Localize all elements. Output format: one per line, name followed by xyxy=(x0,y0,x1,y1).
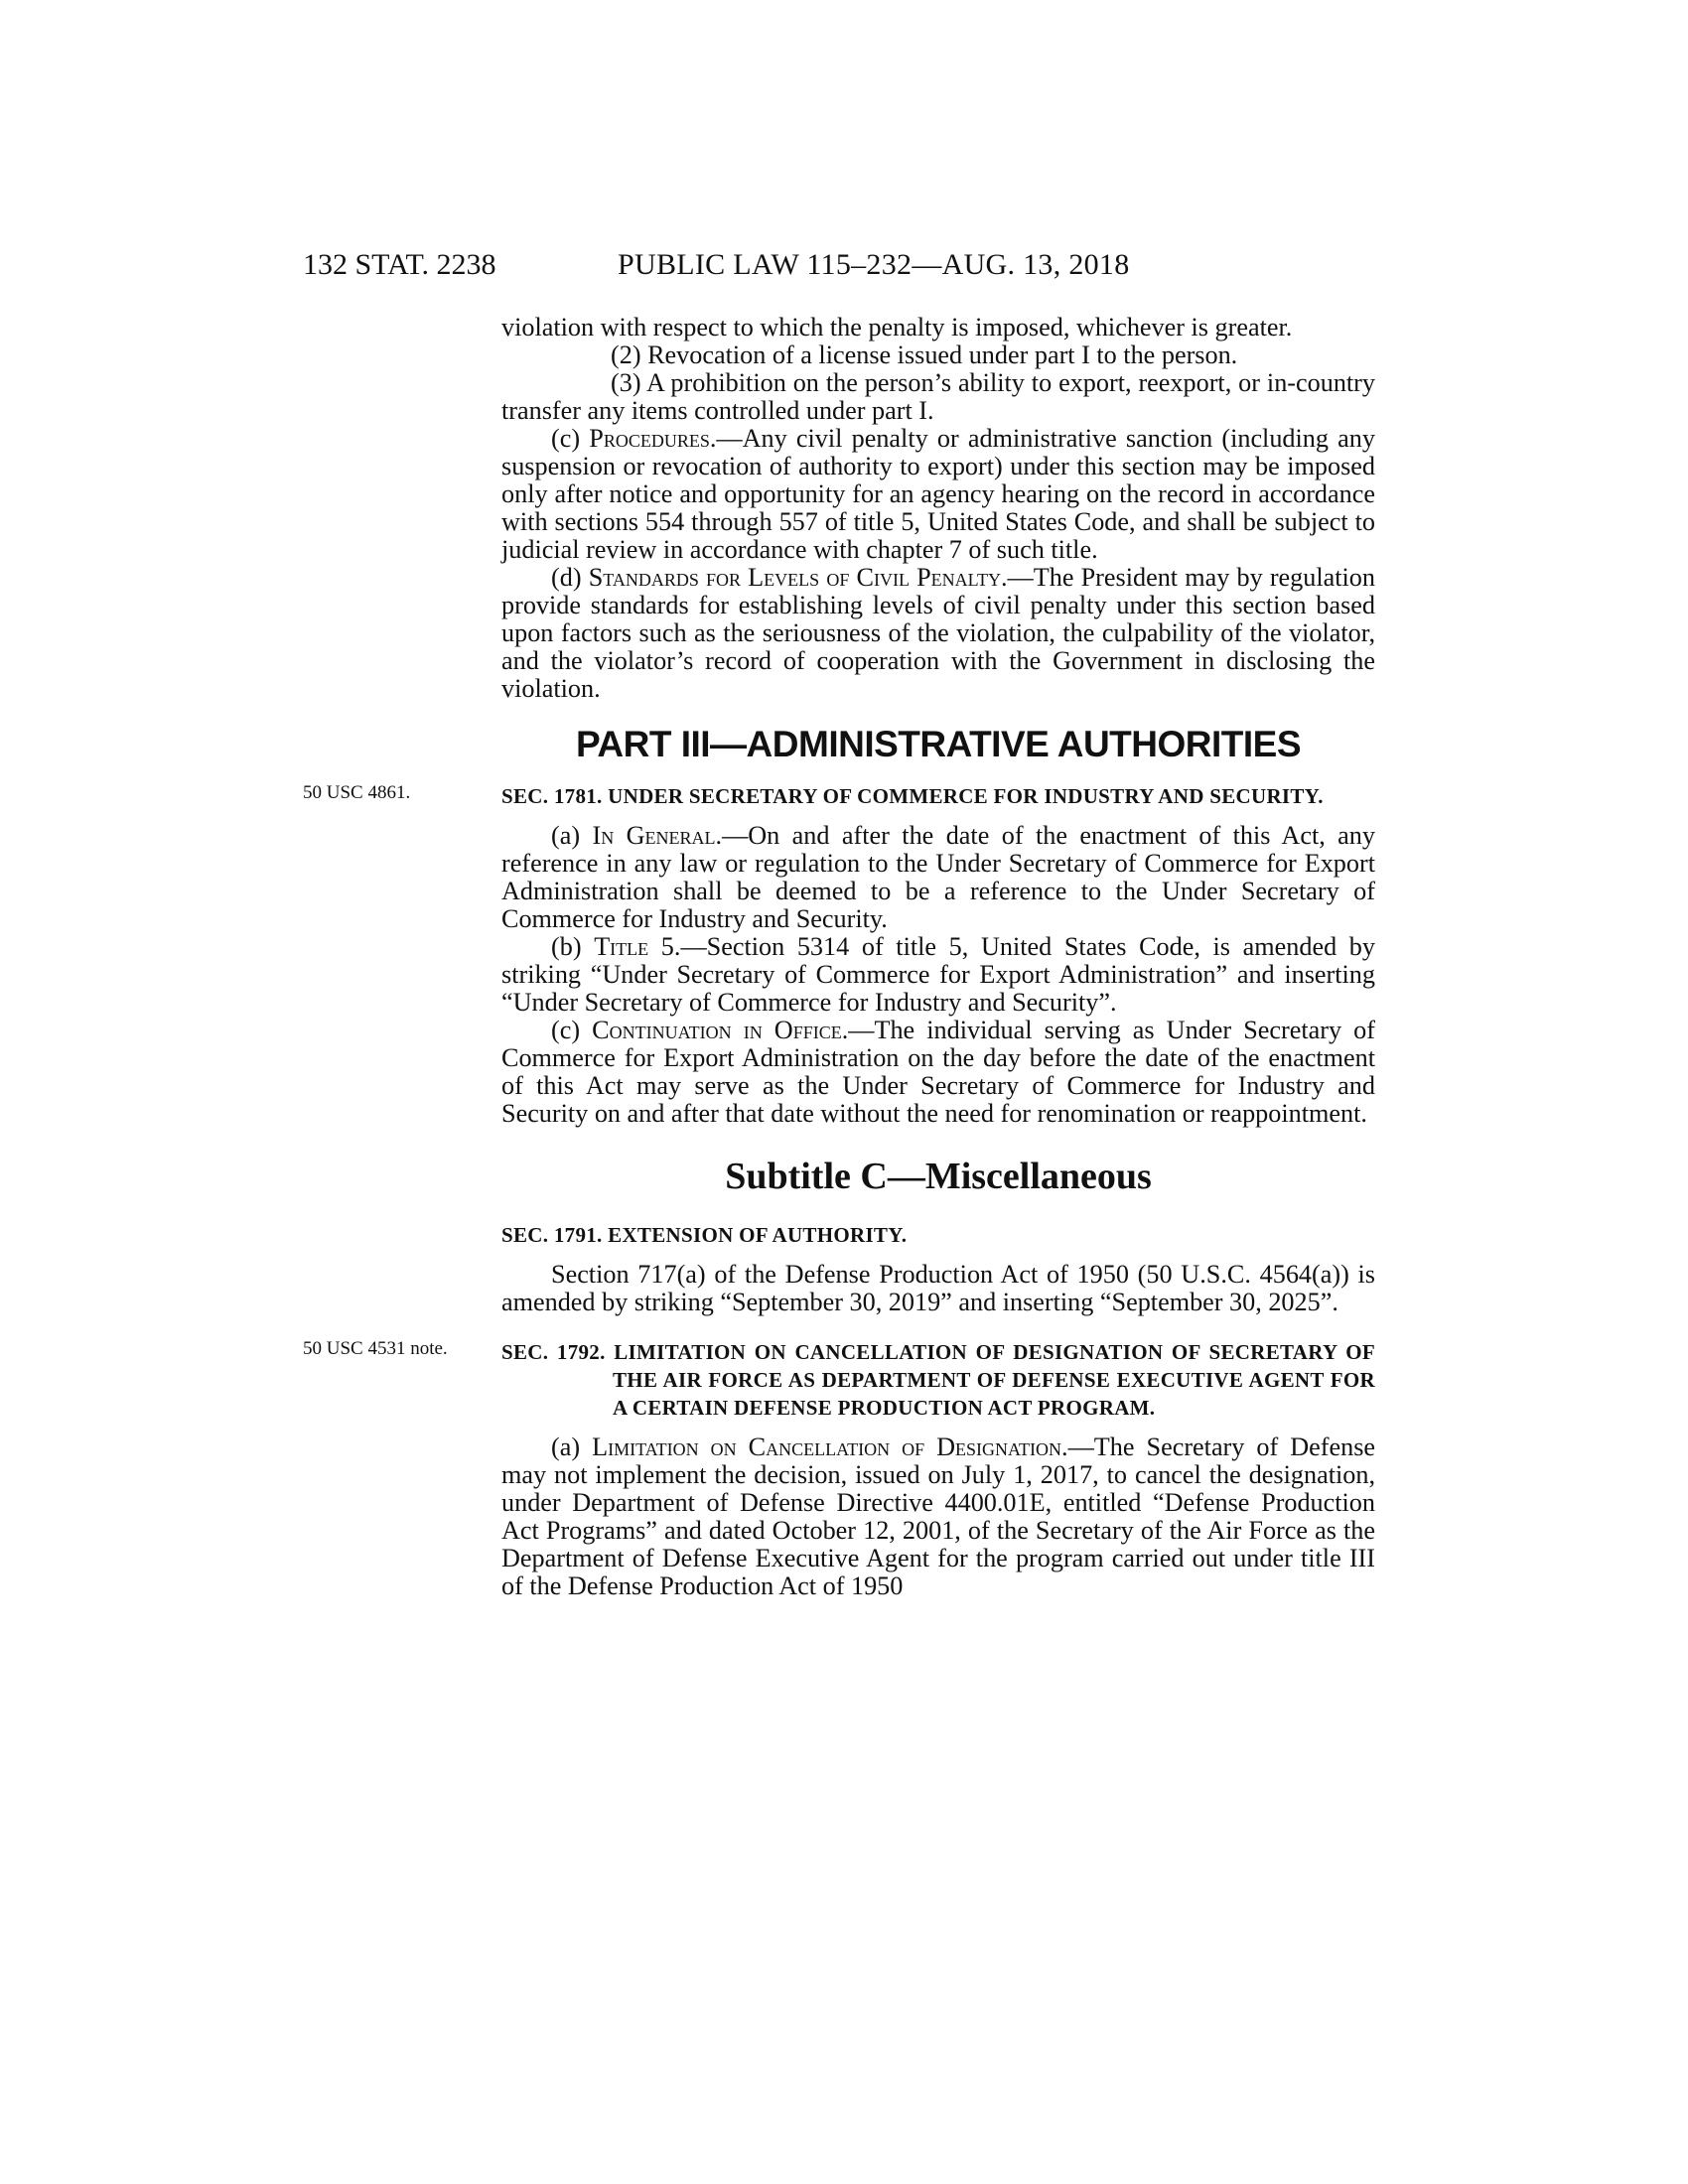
paragraph-label: (d) xyxy=(551,563,589,592)
paragraph-label: (b) xyxy=(551,932,595,961)
paragraph-item-2: (2) Revocation of a license issued under part I to the person. xyxy=(611,341,1238,369)
paragraph-heading: Limitation on Cancellation of Designation xyxy=(592,1433,1062,1461)
paragraph-continuation: violation with respect to which the penalty is imposed, whichever is greater. xyxy=(501,313,1293,341)
paragraph-text: .—Any civil penalty or administrative sanction (including any suspension or revocation of authority to export) under this section may be imposed only after notice and opportunity for an agency hearing on the record in accordance with sections 554 through 557 of title 5, United States Code, and shall be subject to judicial review in accordance with chapter 7 of such title. xyxy=(501,424,1375,564)
paragraph-label: (a) xyxy=(551,821,593,850)
spacer xyxy=(501,1316,1375,1338)
section-heading-1792 xyxy=(303,1338,1375,1422)
paragraph-text: .—Section 5314 of title 5, United States Code, is amended by striking “Under Secretary of Commerce for Export Administration” and inserting “Under Secretary of Commerce for Industry and Security”. xyxy=(501,932,1375,1017)
paragraph-heading: Standards for Levels of Civil Penalty xyxy=(588,563,1001,592)
paragraph-1781-b xyxy=(501,933,1375,1017)
section-heading-1781 xyxy=(303,782,1375,810)
paragraph-1781-a xyxy=(501,822,1375,933)
paragraph-text: .—On and after the date of the enactment of this Act, any reference in any law or regulation to the Under Secretary of Commerce for Export Administration shall be deemed to be a reference to the Under Secretary of Commerce for Industry and Security. xyxy=(501,821,1375,933)
paragraph-item-3: (3) A prohibition on the person’s ability to export, reexport, or in-country transfer any items controlled under part I. xyxy=(501,368,1375,425)
body-column xyxy=(303,313,1376,1600)
paragraph-1792-a xyxy=(501,1433,1375,1600)
paragraph-text: .—The individual serving as Under Secretary of Commerce for Export Administration on the day before the date of the enactment of this Act may serve as the Under Secretary of Commerce for Industry and Security on and after that date without the need for renomination or reappointment. xyxy=(501,1016,1375,1128)
section-heading-text: SEC. 1781. UNDER SECRETARY OF COMMERCE FOR INDUSTRY AND SECURITY. xyxy=(501,784,1324,808)
paragraph-c-procedures xyxy=(501,425,1375,564)
paragraph-label: (c) xyxy=(551,1016,593,1044)
running-head-law: PUBLIC LAW 115–232—AUG. 13, 2018 xyxy=(618,248,1130,281)
section-heading-1791: SEC. 1791. EXTENSION OF AUTHORITY. xyxy=(501,1223,908,1247)
paragraph-1791: Section 717(a) of the Defense Production Act of 1950 (50 U.S.C. 4564(a)) is amended by striking “September 30, 2019” and inserting “September 30, 2025”. xyxy=(501,1260,1375,1316)
paragraph-text: .—The President may by regulation provide standards for establishing levels of civil penalty under this section based upon factors such as the seriousness of the violation, the culpability of the violator, and the violator’s record of cooperation with the Government in disclosing the violation. xyxy=(501,563,1375,703)
paragraph-heading: Continuation in Office xyxy=(592,1016,842,1044)
paragraph-d-standards xyxy=(501,564,1375,703)
section-heading-text: SEC. 1792. LIMITATION ON CANCELLATION OF DESIGNATION OF SECRETARY OF THE AIR FORCE AS DEPARTMENT OF DEFENSE EXECUTIVE AGENT FOR A CERTAIN DEFENSE PRODUCTION ACT PROGRAM. xyxy=(501,1340,1375,1420)
paragraph-text: .—The Secretary of Defense may not implement the decision, issued on July 1, 2017, to cancel the designation, under Department of Defense Directive 4400.01E, entitled “Defense Production Act Programs” and dated October 12, 2001, of the Secretary of the Air Force as the Department of Defense Executive Agent for the program carried out under title III of the Defense Production Act of 1950 xyxy=(501,1433,1376,1600)
part-heading: PART III—ADMINISTRATIVE AUTHORITIES xyxy=(575,724,1302,764)
paragraph-1781-c xyxy=(501,1017,1375,1128)
margin-note: 50 USC 4861. xyxy=(303,782,411,803)
paragraph-label: (a) xyxy=(551,1433,593,1461)
paragraph-heading: Title 5 xyxy=(594,932,674,961)
paragraph-heading: In General xyxy=(592,821,716,850)
statute-page-number: 132 STAT. 2238 xyxy=(303,248,496,281)
paragraph-heading: Procedures xyxy=(589,424,710,453)
paragraph-label: (c) xyxy=(551,424,590,453)
margin-note: 50 USC 4531 note. xyxy=(303,1338,448,1359)
subtitle-heading: Subtitle C—Miscellaneous xyxy=(725,1156,1152,1197)
